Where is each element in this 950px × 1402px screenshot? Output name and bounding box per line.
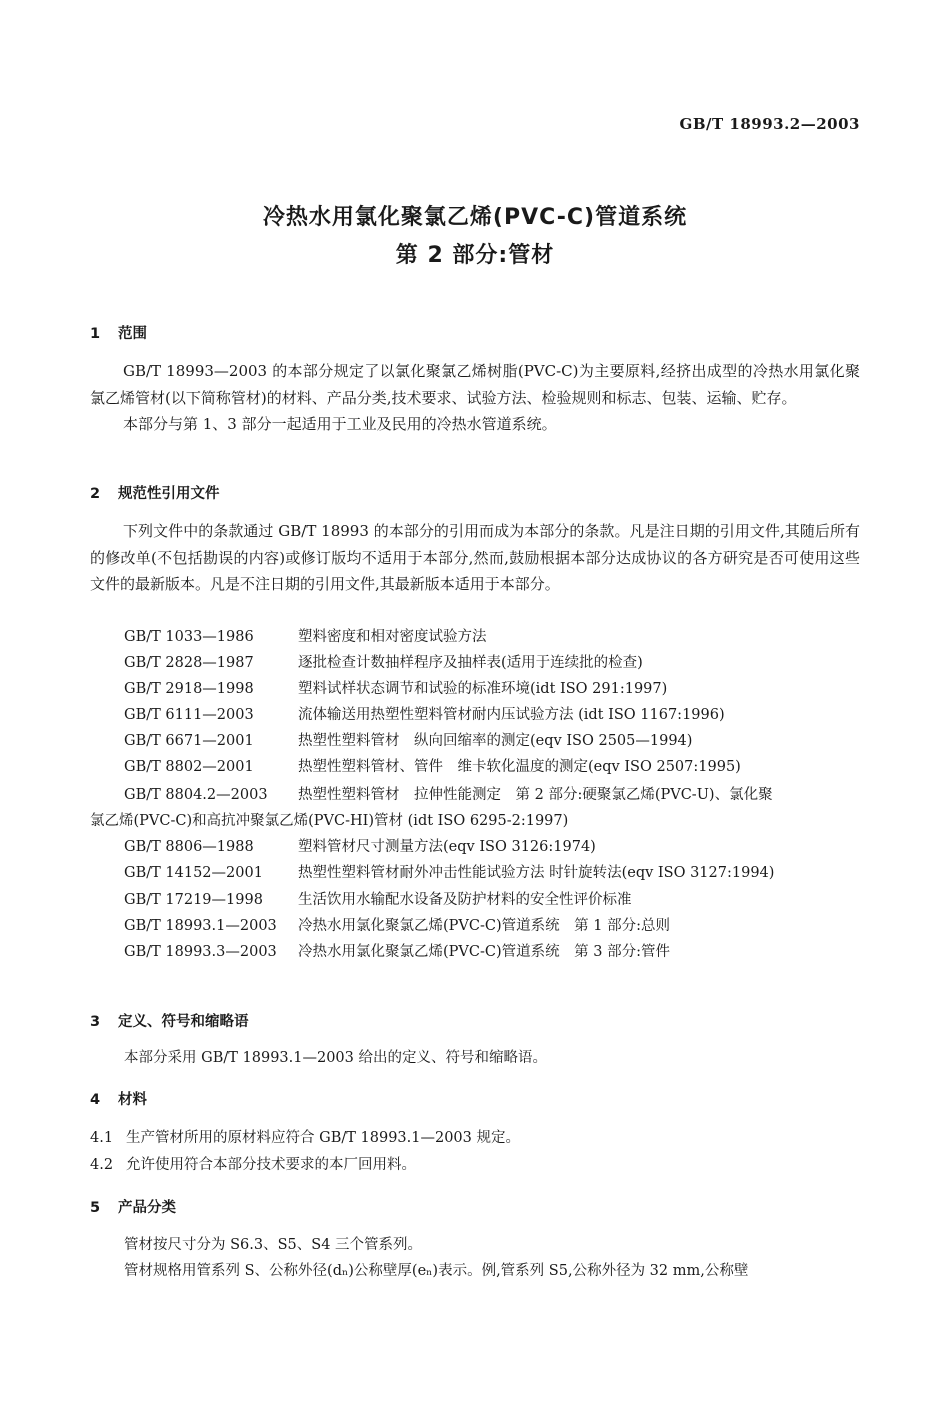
scope-paragraph-2: 本部分与第 1、3 部分一起适用于工业及民用的冷热水管道系统。 xyxy=(123,415,557,433)
reference-code: GB/T 6671—2001 xyxy=(124,733,254,749)
section-heading-scope xyxy=(90,322,147,343)
reference-name: 塑料试样状态调节和试验的标准环境(idt ISO 291:1997) xyxy=(298,681,668,697)
reference-item xyxy=(124,914,670,935)
section-title: 材料 xyxy=(118,1092,147,1108)
clause-item xyxy=(90,1126,520,1147)
reference-code: GB/T 8802—2001 xyxy=(124,759,254,775)
reference-name: 生活饮用水输配水设备及防护材料的安全性评价标准 xyxy=(298,892,632,908)
reference-item xyxy=(124,677,667,698)
references-intro-paragraph: 下列文件中的条款通过 GB/T 18993 的本部分的引用而成为本部分的条款。凡是注日期的引用文件,其随后所有的修改单(不包括勘误的内容)或修订版均不适用于本部分,然而,鼓励根据本部分达成协议的各方研究是否可使用这些文件的最新版本。凡是不注日期的引用文件,其最新版本适用于本部分。 xyxy=(90,522,860,593)
section-title: 范围 xyxy=(118,326,147,342)
reference-item xyxy=(124,835,596,856)
reference-name: 流体输送用热塑性塑料管材耐内压试验方法 (idt ISO 1167:1996) xyxy=(298,707,725,723)
clause-text: 生产管材所用的原材料应符合 GB/T 18993.1—2003 规定。 xyxy=(126,1130,520,1146)
scope-body xyxy=(90,358,860,438)
reference-name: 冷热水用氯化聚氯乙烯(PVC-C)管道系统 第 3 部分:管件 xyxy=(298,944,670,960)
section-heading-normative-references xyxy=(90,482,220,503)
reference-name: 塑料管材尺寸测量方法(eqv ISO 3126:1974) xyxy=(298,839,596,855)
reference-item xyxy=(124,783,773,804)
reference-item xyxy=(124,940,670,961)
reference-name: 热塑性塑料管材耐外冲击性能试验方法 时针旋转法(eqv ISO 3127:1994) xyxy=(298,865,775,881)
reference-code: GB/T 17219—1998 xyxy=(124,892,263,908)
reference-item xyxy=(124,625,487,646)
reference-name: 热塑性塑料管材、管件 维卡软化温度的测定(eqv ISO 2507:1995) xyxy=(298,759,741,775)
reference-code: GB/T 8806—1988 xyxy=(124,839,254,855)
reference-code: GB/T 18993.1—2003 xyxy=(124,918,277,934)
reference-item xyxy=(124,861,774,882)
section-number: 2 xyxy=(90,486,101,502)
clause-number: 4.2 xyxy=(90,1157,114,1173)
reference-code: GB/T 2918—1998 xyxy=(124,681,254,697)
reference-item xyxy=(124,703,725,724)
reference-name: 冷热水用氯化聚氯乙烯(PVC-C)管道系统 第 1 部分:总则 xyxy=(298,918,670,934)
standard-code: GB/T 18993.2—2003 xyxy=(679,115,860,133)
clause-item xyxy=(90,1153,416,1174)
section-heading-definitions xyxy=(90,1010,249,1031)
references-intro xyxy=(90,518,860,598)
definitions-paragraph: 本部分采用 GB/T 18993.1—2003 给出的定义、符号和缩略语。 xyxy=(124,1050,547,1066)
document-subtitle: 第 2 部分:管材 xyxy=(395,243,555,268)
reference-item xyxy=(124,755,741,776)
reference-code: GB/T 2828—1987 xyxy=(124,655,254,671)
reference-item xyxy=(124,651,643,672)
classification-paragraph-2: 管材规格用管系列 S、公称外径(dₙ)公称壁厚(eₙ)表示。例,管系列 S5,公称外径为 32 mm,公称壁 xyxy=(124,1263,749,1279)
clause-number: 4.1 xyxy=(90,1130,114,1146)
section-heading-classification xyxy=(90,1196,176,1217)
reference-name: 逐批检查计数抽样程序及抽样表(适用于连续批的检查) xyxy=(298,655,643,671)
reference-item xyxy=(124,888,632,909)
reference-code: GB/T 1033—1986 xyxy=(124,629,254,645)
classification-paragraph-1: 管材按尺寸分为 S6.3、S5、S4 三个管系列。 xyxy=(124,1237,423,1253)
section-number: 3 xyxy=(90,1014,101,1030)
reference-code: GB/T 18993.3—2003 xyxy=(124,944,277,960)
document-title: 冷热水用氯化聚氯乙烯(PVC-C)管道系统 xyxy=(262,205,688,230)
reference-name: 塑料密度和相对密度试验方法 xyxy=(298,629,487,645)
reference-code: GB/T 6111—2003 xyxy=(124,707,254,723)
section-number: 1 xyxy=(90,326,101,342)
reference-code: GB/T 14152—2001 xyxy=(124,865,263,881)
reference-name: 热塑性塑料管材 拉伸性能测定 第 2 部分:硬聚氯乙烯(PVC-U)、氯化聚 xyxy=(298,787,773,803)
reference-name: 热塑性塑料管材 纵向回缩率的测定(eqv ISO 2505—1994) xyxy=(298,733,693,749)
section-title: 产品分类 xyxy=(118,1200,176,1216)
section-title: 定义、符号和缩略语 xyxy=(118,1014,249,1030)
reference-continuation: 氯乙烯(PVC-C)和高抗冲聚氯乙烯(PVC-HI)管材 (idt ISO 6295-2:1997) xyxy=(90,813,569,829)
reference-item xyxy=(124,729,692,750)
section-title: 规范性引用文件 xyxy=(118,486,220,502)
reference-code: GB/T 8804.2—2003 xyxy=(124,787,268,803)
scope-paragraph-1: GB/T 18993—2003 的本部分规定了以氯化聚氯乙烯树脂(PVC-C)为主要原料,经挤出成型的冷热水用氯化聚氯乙烯管材(以下简称管材)的材料、产品分类,技术要求、试验方法、检验规则和标志、包装、运输、贮存。 xyxy=(90,362,860,407)
section-number: 4 xyxy=(90,1092,101,1108)
clause-text: 允许使用符合本部分技术要求的本厂回用料。 xyxy=(126,1157,416,1173)
section-heading-materials xyxy=(90,1088,147,1109)
section-number: 5 xyxy=(90,1200,101,1216)
